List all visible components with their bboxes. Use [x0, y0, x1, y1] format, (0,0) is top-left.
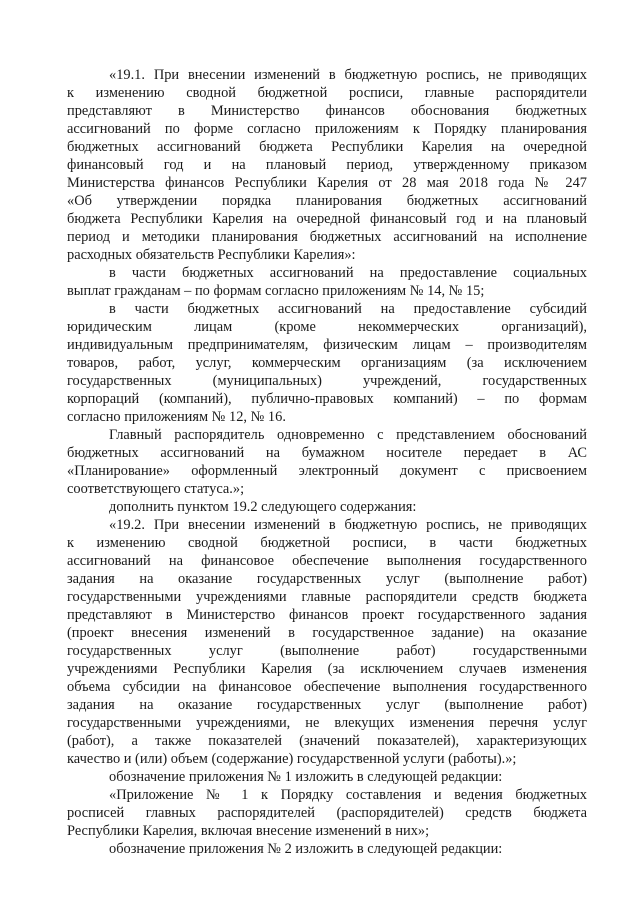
text-line: ассигнований на финансовое обеспечение выполнения государственного: [67, 553, 587, 569]
text-line: задания на оказание государственных услуг (выполнение работ): [67, 571, 587, 587]
text-line: период и методики планирования бюджетных ассигнований на исполнение: [67, 229, 587, 245]
text-line: государственными учреждениями, не влекущих изменения перечня услуг: [67, 715, 587, 731]
text-line: дополнить пунктом 19.2 следующего содержания:: [109, 499, 417, 515]
text-line: Республики Карелия, включая внесение изменений в них»;: [67, 823, 430, 839]
text-line: юридическим лицам (кроме некоммерческих организаций),: [67, 319, 587, 335]
paragraph-p9: [67, 840, 587, 858]
paragraph-p7: [67, 768, 587, 786]
paragraph-p4: [67, 426, 587, 498]
text-line: финансовый год и на плановый период, утвержденному приказом: [67, 157, 587, 173]
text-line: «19.2. При внесении изменений в бюджетную роспись, не приводящих: [109, 517, 587, 533]
text-line: корпораций (компаний), публично-правовых компаний) – по формам: [67, 391, 587, 407]
text-line: качество и (или) объем (содержание) государственной услуги (работы).»;: [67, 751, 517, 767]
text-line: Главный распорядитель одновременно с представлением обоснований: [109, 427, 587, 443]
text-line: представляют в Министерство финансов обоснования бюджетных: [67, 103, 587, 119]
text-line: (проект внесения изменений в государственное задание) на оказание: [67, 625, 587, 641]
text-line: бюджетных ассигнований на бумажном носителе передает в АС: [67, 445, 587, 461]
text-line: государственных услуг (выполнение работ) государственными: [67, 643, 587, 659]
text-line: учреждениями Республики Карелия (за исключением случаев изменения: [67, 661, 587, 677]
text-line: Министерства финансов Республики Карелия от 28 мая 2018 года № 247: [67, 175, 587, 191]
text-line: в части бюджетных ассигнований на предоставление социальных: [109, 265, 587, 281]
paragraph-p3: [67, 300, 587, 426]
text-line: к изменению сводной бюджетной росписи, в части бюджетных: [67, 535, 587, 551]
text-line: государственных (муниципальных) учреждений, государственных: [67, 373, 587, 389]
text-line: ассигнований по форме согласно приложениям к Порядку планирования: [67, 121, 587, 137]
text-line: «Об утверждении порядка планирования бюджетных ассигнований: [67, 193, 587, 209]
text-line: (работ), а также показателей (значений показателей), характеризующих: [67, 733, 587, 749]
text-line: к изменению сводной бюджетной росписи, главные распорядители: [67, 85, 587, 101]
text-line: в части бюджетных ассигнований на предоставление субсидий: [109, 301, 587, 317]
document-body: [67, 66, 587, 858]
text-line: обозначение приложения № 2 изложить в следующей редакции:: [109, 841, 503, 857]
text-line: «19.1. При внесении изменений в бюджетную роспись, не приводящих: [109, 67, 587, 83]
text-line: выплат гражданам – по формам согласно приложениям № 14, № 15;: [67, 283, 485, 299]
paragraph-p8: [67, 786, 587, 840]
paragraph-p2: [67, 264, 587, 300]
text-line: бюджетных ассигнований бюджета Республики Карелия на очередной: [67, 139, 587, 155]
paragraph-p6: [67, 516, 587, 768]
text-line: расходных обязательств Республики Карелия»:: [67, 247, 356, 263]
paragraph-p5: [67, 498, 587, 516]
text-line: обозначение приложения № 1 изложить в следующей редакции:: [109, 769, 503, 785]
text-line: «Планирование» оформленный электронный документ с присвоением: [67, 463, 587, 479]
text-line: росписей главных распорядителей (распорядителей) средств бюджета: [67, 805, 587, 821]
text-line: представляют в Министерство финансов проект государственного задания: [67, 607, 587, 623]
text-line: государственными учреждениями главные распорядители средств бюджета: [67, 589, 587, 605]
text-line: объема субсидии на финансовое обеспечение выполнения государственного: [67, 679, 587, 695]
paragraph-p1: [67, 66, 587, 264]
text-line: товаров, работ, услуг, коммерческим организациям (за исключением: [67, 355, 587, 371]
text-line: «Приложение № 1 к Порядку составления и ведения бюджетных: [109, 787, 587, 803]
text-line: задания на оказание государственных услуг (выполнение работ): [67, 697, 587, 713]
text-line: бюджета Республики Карелия на очередной финансовый год и на плановый: [67, 211, 587, 227]
text-line: индивидуальным предпринимателям, физическим лицам – производителям: [67, 337, 587, 353]
text-line: согласно приложениям № 12, № 16.: [67, 409, 286, 425]
text-line: соответствующего статуса.»;: [67, 481, 245, 497]
